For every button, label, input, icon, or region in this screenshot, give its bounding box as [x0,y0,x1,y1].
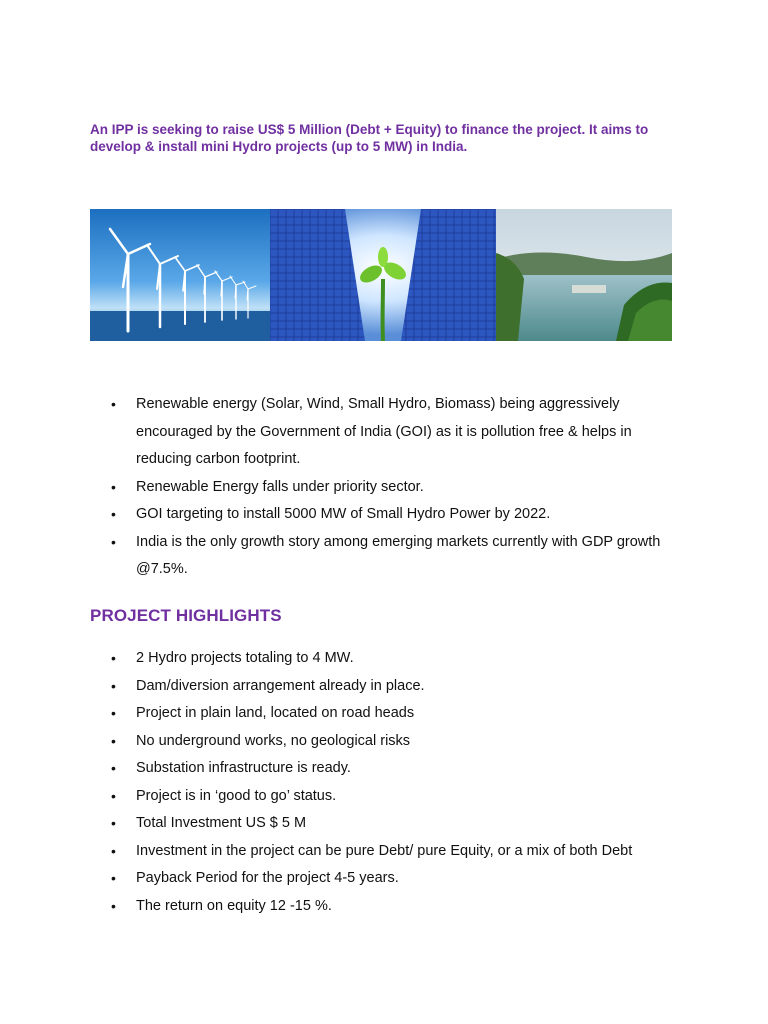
solar-panels-seedling-image [270,209,496,341]
hydro-dam-lake-image [496,209,672,341]
list-item: • Dam/diversion arrangement already in place. [111,677,425,694]
renewable-energy-list [90,391,690,584]
project-highlights-heading: PROJECT HIGHLIGHTS [90,606,282,625]
list-item: • GOI targeting to install 5000 MW of Small Hydro Power by 2022. [111,506,551,522]
list-item: • Total Investment US $ 5 M [111,815,307,831]
list-item: • Project is in ‘good to go’ status. [111,787,337,804]
renewable-energy-banner [90,209,672,341]
list-item: • Renewable energy (Solar, Wind, Small Hydro, Biomass) being aggressively encouraged by the Government of India (GOI) as it is pollution free & helps in reducing carbon footprint. [111,396,632,467]
list-item: • Investment in the project can be pure Debt/ pure Equity, or a mix of both Debt [111,842,633,859]
list-item: • 2 Hydro projects totaling to 4 MW. [111,650,354,666]
list-item: • India is the only growth story among emerging markets currently with GDP growth @7.5%. [111,533,661,577]
list-item: • The return on equity 12 -15 %. [111,897,332,914]
list-item: • Substation infrastructure is ready. [111,760,351,776]
intro-paragraph: An IPP is seeking to raise US$ 5 Million (Debt + Equity) to finance the project. It aims to develop & install mini Hydro projects (up to 5 MW) in India. [90,122,649,154]
list-item: • Payback Period for the project 4-5 years. [111,870,399,886]
project-highlights-list [90,645,690,920]
wind-turbines-image [90,209,270,341]
list-item: • Renewable Energy falls under priority sector. [111,478,424,495]
list-item: • No underground works, no geological risks [111,732,411,749]
list-item: • Project in plain land, located on road heads [111,705,415,721]
